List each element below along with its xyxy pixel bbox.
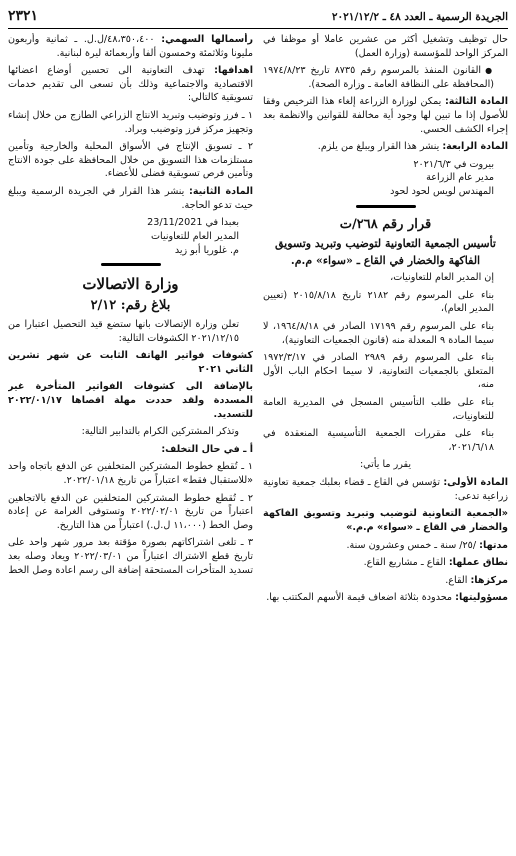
signature-role: المدير العام للتعاونيات: [150, 230, 239, 242]
paragraph: بناء على المرسوم رقم ١٧١٩٩ الصادر في ١٩٦٤/٨/١٨، لا سيما المادة ٩ المعدلة منه (قانون الجمعيات التعاونية)،: [263, 320, 494, 346]
signature-block: [8, 216, 253, 257]
field-label: مسؤوليتها:: [455, 592, 508, 604]
article-label: المادة الثالثة:: [444, 96, 508, 108]
signature-block: [263, 158, 508, 199]
signature-name: المهندس لويس لحود لحود: [390, 186, 494, 198]
paragraph-text: القانون المنفذ بالمرسوم رقم ٨٧٣٥ تاريخ ١٩٧٤/٨/٢٣ (المحافظة على النظافة العامة ـ وزارة الصحة).: [263, 65, 494, 90]
columns: [8, 33, 508, 853]
field-value: تهدف التعاونية الى تحسين أوضاع اعضائها الاقتصادية والاجتماعية وذلك بأن تسعى الى تقديم خدمات تسويقية كالتالي:: [8, 65, 253, 104]
notice-title: بلاغ رقم: ٢/١٢: [90, 298, 171, 314]
bullet-icon: [481, 65, 494, 76]
section-divider: [263, 205, 508, 208]
signature-role: مدير عام الزراعة: [426, 172, 494, 184]
page-header: [8, 6, 508, 29]
section-divider: [8, 263, 253, 266]
article-4: [263, 140, 508, 154]
paragraph: حال توظيف وتشغيل أكثر من عشرين عاملا أو موظفا في المركز الواحد للمؤسسة (وزارة العمل): [263, 34, 508, 59]
left-column: [8, 33, 253, 853]
article-label: المادة الثانية:: [188, 186, 253, 198]
page-number: ٢٣٢١: [8, 8, 39, 25]
decides-line: يقرر ما يأتي:: [359, 459, 412, 471]
signature-name: م. غلوريا أبو زيد: [174, 244, 239, 256]
duration: [263, 539, 508, 553]
decision-subtitle: تأسيس الجمعية التعاونية لتوضيب وتبريد وتسويق الفاكهة والخضار في القاع ـ «سواء» م.م.: [274, 237, 496, 267]
article-text: ينشر هذا القرار ويبلغ من يلزم.: [317, 141, 443, 153]
field-value: محدودة بثلاثة اضعاف قيمة الأسهم المكتتب بها.: [266, 592, 456, 604]
goals: [8, 64, 253, 105]
right-column: [263, 33, 508, 853]
liability: [263, 591, 508, 605]
field-label: مدتها:: [479, 539, 508, 551]
field-value: /٢٥/ سنة ـ خمس وعشرون سنة.: [346, 539, 480, 551]
headquarters: [263, 574, 508, 588]
paragraph: [263, 64, 508, 91]
article-3: [263, 95, 508, 136]
field-label: رأسمالها السهمي:: [161, 34, 253, 45]
field-label: نطاق عملها:: [448, 557, 508, 569]
article-text: يمكن لوزارة الزراعة إلغاء هذا الترخيص وفقا للأصول إذا ما تبين لها وجود أية مخالفة للقوانين والانظمة بعد إجراء الكشف الحسي.: [263, 96, 508, 135]
measure-item: ٢ ـ تُقطع خطوط المشتركين المتخلفين عن الدفع بالاتجاهين اعتباراً من تاريخ ٢٠٢٢/٠٢/٠١ وتستوفى الغرامة عن إعادة وصل الخط (١١،٠٠٠ ل.ل.) اعتباراً من هذا التاريخ.: [8, 492, 253, 531]
ministry-title: وزارة الاتصالات: [82, 275, 179, 294]
scope: [263, 556, 508, 570]
signature-date: بيروت في ٢٠٢١/٦/٣: [413, 158, 494, 170]
signature-date: بعبدا في 23/11/2021: [147, 217, 239, 229]
field-value: القاع.: [445, 574, 471, 586]
article-text: ينشر هذا القرار في الجريدة الرسمية ويبلغ حيث تدعو الحاجة.: [8, 186, 253, 211]
paragraph: بناء على مقررات الجمعية التأسيسية المنعقدة في ٢٠٢١/٦/١٨،: [263, 428, 494, 453]
measure-item: ١ ـ تُقطع خطوط المشتركين المتخلفين عن الدفع باتجاه واحد «للاستقبال فقط» اعتباراً من تاريخ ٢٠٢٢/٠١/١٨.: [8, 461, 253, 486]
article-label: المادة الرابعة:: [442, 141, 508, 153]
paragraph: بناء على طلب التأسيس المسجل في المديرية العامة للتعاونيات،: [263, 397, 494, 422]
paragraph: بناء على المرسوم رقم ٢١٨٢ تاريخ ٢٠١٥/٨/١٨ (تعيين المدير العام)،: [263, 289, 495, 315]
paragraph-bold: كشوفات فواتير الهاتف الثابت عن شهر تشرين الثاني ٢٠٢١: [8, 350, 253, 375]
paragraph: إن المدير العام للتعاونيات،: [390, 272, 494, 284]
article-1: [263, 476, 508, 503]
paragraph-bold: بالإضافة الى كشوفات الفواتير المتأخرة غير المسددة ولقد حددت مهلة اقصاها ٢٠٢٢/٠١/١٧ للتسديد.: [8, 381, 253, 420]
field-value: القاع ـ مشاريع القاع.: [363, 557, 449, 569]
decision-title: قرار رقم ٢٦٨/ت: [339, 216, 432, 232]
paragraph: تعلن وزارة الإتصالات بانها ستضع قيد التحصيل اعتبارا من ٢٠٢١/١٢/١٥ الكشوفات التالية:: [8, 318, 239, 344]
article-text: تؤسس في القاع ـ قضاء بعلبك جمعية تعاونية زراعية تدعى:: [263, 477, 508, 502]
goal-item: ١ ـ فرز وتوضيب وتبريد الانتاج الزراعي الطازج من خلال إنشاء وتجهيز مركز فرز وتوضيب وبراد.: [8, 110, 253, 135]
field-value: ٤٨،٣٥٠،٤٠٠/ل.ل. ـ ثمانية وأربعون مليونا وثلاثمئة وخمسون ألفا وأربعمائة ليرة لبنانية.: [8, 34, 253, 59]
issue-info: الجريدة الرسمية ـ العدد ٤٨ ـ ٢٠٢١/١٢/٢: [331, 10, 508, 23]
measure-item: ٣ ـ تلغى اشتراكاتهم بصورة مؤقتة بعد مرور شهر واحد على تاريخ قطع الاشتراك اعتباراً من ٢٠٢٢/٠٣/٠١ ويعاد وصله بعد تسديد المتأخرات المستحقة إضافة الى رسم اعادة وصل الخط: [8, 537, 253, 576]
field-label: مركزها:: [470, 574, 508, 586]
subheading: أ ـ في حال التخلف:: [161, 443, 253, 455]
article-label: المادة الأولى:: [443, 477, 508, 489]
goal-item: ٢ ـ تسويق الإنتاج في الأسواق المحلية والخارجية وتأمين مستلزمات هذا التسويق من خلال المحافظة على جودة الانتاج وتأمين فرص تسويقية فضلى للأعضاء.: [8, 141, 253, 180]
capital: [8, 33, 253, 60]
field-label: اهدافها:: [214, 65, 253, 77]
coop-name: «الجمعية التعاونية لتوضيب وتبريد وتسويق الفاكهة والخضار في القاع ـ «سواء» م.م.»: [263, 508, 508, 533]
article-2: [8, 185, 253, 212]
paragraph: بناء على المرسوم رقم ٢٩٨٩ الصادر في ١٩٧٢/٣/١٧ المتعلق بالجمعيات التعاونية، لا سيما احكام الباب الأول منه،: [263, 352, 495, 391]
paragraph: وتذكر المشتركين الكرام بالتدابير التالية:: [81, 426, 239, 438]
